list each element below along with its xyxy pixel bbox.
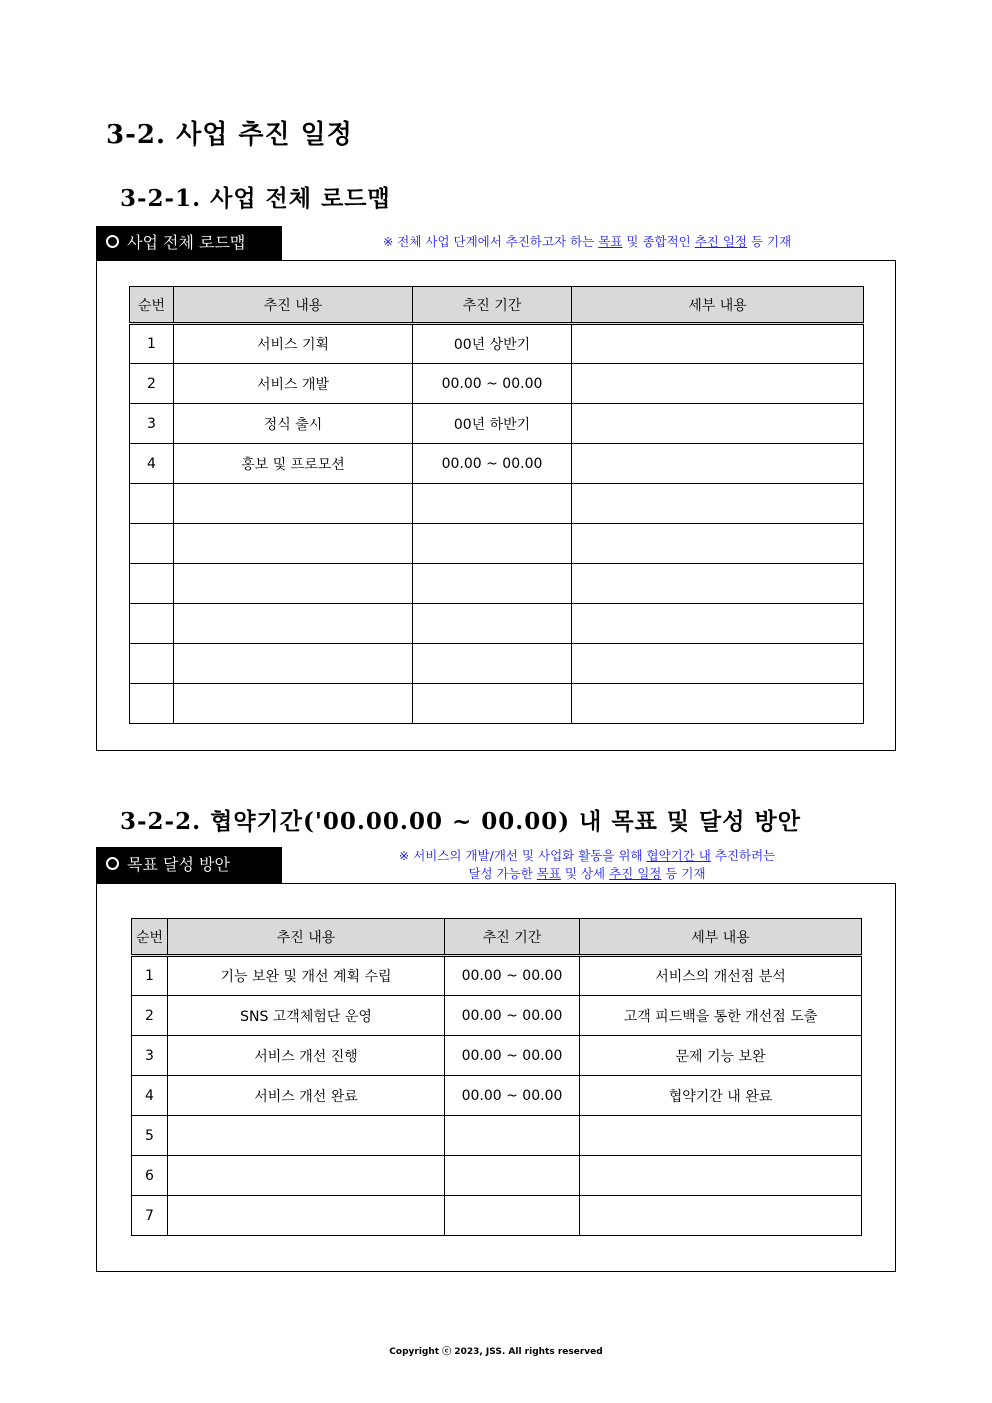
table-cell — [174, 524, 413, 564]
row-number-cell: 2 — [130, 364, 174, 404]
roadmap-table — [129, 286, 864, 724]
table-cell — [168, 1196, 445, 1236]
row-number-cell — [130, 684, 174, 724]
table-cell: 서비스 개선 완료 — [168, 1076, 445, 1116]
row-number-cell: 3 — [130, 404, 174, 444]
table-cell — [572, 644, 864, 684]
column-header: 추진 기간 — [413, 287, 572, 324]
row-number-cell — [130, 604, 174, 644]
table-row — [132, 996, 862, 1036]
table-cell: 00.00 ~ 00.00 — [445, 1036, 580, 1076]
table-cell: 00.00 ~ 00.00 — [413, 444, 572, 484]
table-cell — [445, 1116, 580, 1156]
goals-table — [131, 918, 862, 1236]
table-cell: 00.00 ~ 00.00 — [413, 364, 572, 404]
row-number-cell: 5 — [132, 1116, 168, 1156]
table-cell: 00년 하반기 — [413, 404, 572, 444]
table-row — [132, 1156, 862, 1196]
row-number-cell: 7 — [132, 1196, 168, 1236]
goals-label-text: 목표 달성 방안 — [127, 855, 230, 874]
table-row — [132, 1116, 862, 1156]
table-cell — [174, 484, 413, 524]
table-cell — [413, 604, 572, 644]
roadmap-heading: 3-2-1. 사업 전체 로드맵 — [120, 185, 391, 212]
table-cell — [572, 684, 864, 724]
table-cell: 서비스의 개선점 분석 — [580, 956, 862, 996]
row-number-cell — [130, 484, 174, 524]
row-number-cell: 6 — [132, 1156, 168, 1196]
table-row — [130, 324, 864, 364]
roadmap-note: ※ 전체 사업 단계에서 추진하고자 하는 목표 및 종합적인 추진 일정 등 기재 — [382, 234, 792, 249]
section-title: 3-2. 사업 추진 일정 — [106, 120, 353, 150]
roadmap-label-text: 사업 전체 로드맵 — [127, 233, 246, 252]
table-cell: SNS 고객체험단 운영 — [168, 996, 445, 1036]
table-cell — [580, 1116, 862, 1156]
goals-heading: 3-2-2. 협약기간('00.00.00 ~ 00.00) 내 목표 및 달성 방안 — [120, 808, 801, 835]
table-cell: 문제 기능 보완 — [580, 1036, 862, 1076]
table-cell — [572, 364, 864, 404]
table-row — [130, 364, 864, 404]
table-cell — [413, 644, 572, 684]
table-cell — [572, 604, 864, 644]
row-number-cell: 4 — [132, 1076, 168, 1116]
table-cell: 00.00 ~ 00.00 — [445, 996, 580, 1036]
table-row — [130, 404, 864, 444]
goals-label — [96, 847, 282, 883]
table-cell — [413, 684, 572, 724]
column-header: 순번 — [130, 287, 174, 324]
table-cell — [413, 564, 572, 604]
table-cell: 서비스 기획 — [174, 324, 413, 364]
table-cell — [413, 484, 572, 524]
column-header: 추진 내용 — [174, 287, 413, 324]
table-cell — [572, 404, 864, 444]
table-row — [130, 484, 864, 524]
table-cell — [174, 684, 413, 724]
table-cell — [168, 1156, 445, 1196]
table-cell — [572, 564, 864, 604]
table-cell: 서비스 개발 — [174, 364, 413, 404]
table-cell — [572, 484, 864, 524]
table-cell — [445, 1196, 580, 1236]
table-cell — [580, 1196, 862, 1236]
table-row — [132, 1076, 862, 1116]
table-cell — [174, 564, 413, 604]
table-cell: 정식 출시 — [174, 404, 413, 444]
row-number-cell: 3 — [132, 1036, 168, 1076]
table-cell: 00.00 ~ 00.00 — [445, 1076, 580, 1116]
table-row — [132, 956, 862, 996]
row-number-cell: 1 — [130, 324, 174, 364]
table-cell — [413, 524, 572, 564]
goals-note: ※ 서비스의 개발/개선 및 사업화 활동을 위해 협약기간 내 추진하려는 달성 가능한 목표 및 상세 추진 일정 등 기재 — [398, 848, 776, 881]
table-cell — [168, 1116, 445, 1156]
copyright-footer: Copyright ⓒ 2023, JSS. All rights reserved — [389, 1347, 603, 1357]
row-number-cell — [130, 564, 174, 604]
row-number-cell: 4 — [130, 444, 174, 484]
table-cell: 고객 피드백을 통한 개선점 도출 — [580, 996, 862, 1036]
table-row — [130, 444, 864, 484]
table-row — [130, 604, 864, 644]
table-row — [130, 564, 864, 604]
table-cell: 기능 보완 및 개선 계획 수립 — [168, 956, 445, 996]
table-cell: 홍보 및 프로모션 — [174, 444, 413, 484]
column-header: 세부 내용 — [572, 287, 864, 324]
table-row — [130, 644, 864, 684]
row-number-cell — [130, 524, 174, 564]
column-header: 추진 기간 — [445, 919, 580, 956]
table-cell — [445, 1156, 580, 1196]
table-cell — [572, 524, 864, 564]
circle-bullet-icon — [106, 857, 119, 870]
table-cell — [580, 1156, 862, 1196]
row-number-cell: 1 — [132, 956, 168, 996]
table-row — [132, 1036, 862, 1076]
table-header-row — [132, 919, 862, 956]
column-header: 세부 내용 — [580, 919, 862, 956]
row-number-cell: 2 — [132, 996, 168, 1036]
table-cell: 00년 상반기 — [413, 324, 572, 364]
table-row — [132, 1196, 862, 1236]
table-cell: 00.00 ~ 00.00 — [445, 956, 580, 996]
row-number-cell — [130, 644, 174, 684]
table-cell — [572, 324, 864, 364]
column-header: 추진 내용 — [168, 919, 445, 956]
column-header: 순번 — [132, 919, 168, 956]
table-header-row — [130, 287, 864, 324]
table-cell: 협약기간 내 완료 — [580, 1076, 862, 1116]
circle-bullet-icon — [106, 235, 119, 248]
table-cell — [174, 604, 413, 644]
table-cell: 서비스 개선 진행 — [168, 1036, 445, 1076]
table-row — [130, 524, 864, 564]
table-cell — [174, 644, 413, 684]
table-cell — [572, 444, 864, 484]
table-row — [130, 684, 864, 724]
roadmap-label — [96, 226, 282, 260]
